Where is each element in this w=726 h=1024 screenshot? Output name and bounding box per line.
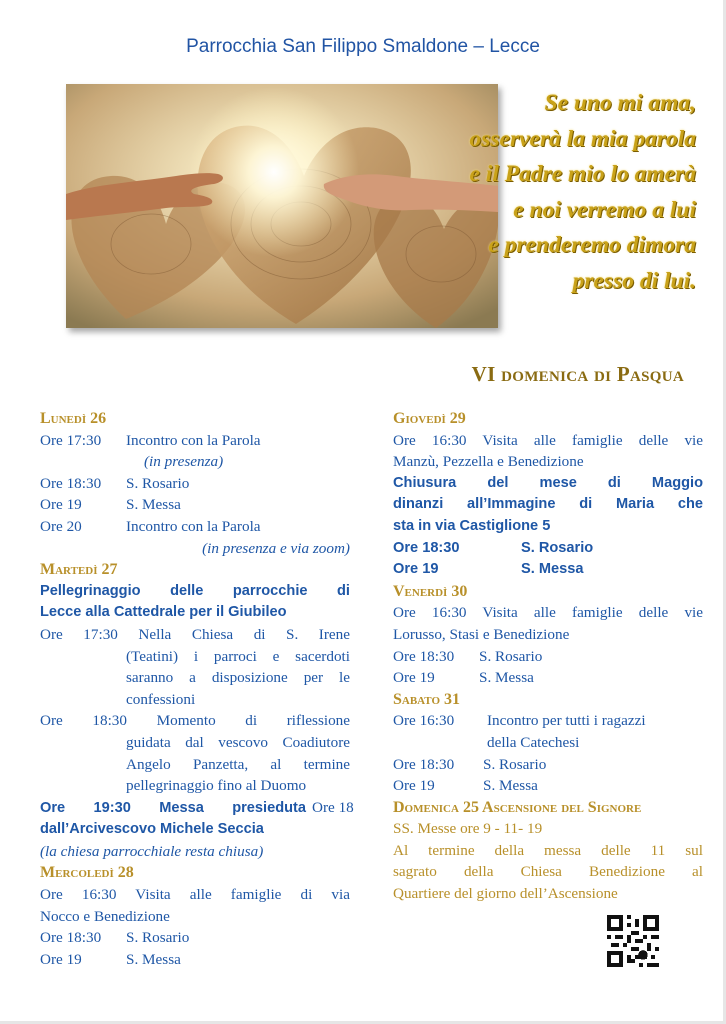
event-headline: dall’Arcivescovo Michele Seccia bbox=[40, 821, 264, 838]
schedule-text: saranno a disposizione per le bbox=[126, 669, 350, 687]
event-headline: Lecce alla Cattedrale per il Giubileo bbox=[40, 604, 287, 621]
quote-line: e noi verremo a lui bbox=[513, 196, 696, 223]
event-headline: Chiusura del mese di Maggio bbox=[393, 474, 703, 491]
schedule-row: Ore 17:30 Nella Chiesa di S. Irene bbox=[40, 625, 350, 643]
qr-code-icon bbox=[607, 915, 659, 967]
event-headline: dinanzi all’Immagine di Maria che bbox=[393, 496, 703, 513]
quote-line: osserverà la mia parola bbox=[469, 125, 696, 152]
sunday-note: Quartiere del giorno dell’Ascensione bbox=[393, 885, 618, 903]
day-heading-saturday: Sabato 31 bbox=[393, 690, 461, 708]
day-heading-monday: Lunedì 26 bbox=[40, 410, 107, 427]
sunday-note: Al termine della messa delle 11 sul bbox=[393, 841, 703, 859]
schedule-row: Ore 19:30 Messa presieduta Ore 18 bbox=[40, 797, 350, 820]
quote-line: e prenderemo dimora bbox=[488, 232, 696, 258]
schedule-row: Ore 16:30 Visita alle famiglie di via bbox=[40, 886, 350, 904]
quote-line: e il Padre mio lo amerà bbox=[469, 161, 696, 187]
event-headline: Pellegrinaggio delle parrocchie di bbox=[40, 582, 350, 599]
schedule-row: Ore 19 S. Messa bbox=[393, 777, 538, 795]
schedule-row: Ore 19 S. Messa bbox=[40, 496, 181, 514]
quote-line: Se uno mi ama, bbox=[544, 90, 696, 116]
schedule-text: confessioni bbox=[126, 690, 196, 708]
day-heading-wednesday: Mercoledì 28 bbox=[40, 864, 134, 882]
schedule-text: Manzù, Pezzella e Benedizione bbox=[393, 453, 584, 471]
schedule-row: Ore 18:30 S. Rosario bbox=[393, 539, 594, 556]
schedule-row: Ore 16:30 Visita alle famiglie delle vie bbox=[393, 604, 703, 622]
day-heading-tuesday: Martedì 27 bbox=[40, 561, 118, 579]
schedule-row: Ore 16:30 Visita alle famiglie delle vie bbox=[393, 431, 703, 449]
hearts-hands-illustration bbox=[66, 84, 498, 328]
schedule-note: (in presenza) bbox=[144, 453, 224, 471]
scripture-quote bbox=[469, 86, 696, 299]
schedule-row: Ore 20 Incontro con la Parola bbox=[40, 517, 261, 535]
schedule-row: Ore 18:30 Momento di riflessione bbox=[40, 712, 350, 730]
overlapping-text: Ore 18 bbox=[312, 798, 354, 816]
schedule-row: Ore 18:30 S. Rosario bbox=[40, 474, 190, 492]
schedule-row: Ore 19 S. Messa bbox=[40, 950, 181, 968]
hero-image bbox=[66, 84, 498, 328]
schedule-text: della Catechesi bbox=[487, 733, 580, 751]
schedule-note: (in presenza e via zoom) bbox=[202, 539, 350, 557]
schedule-row: Ore 18:30 S. Rosario bbox=[40, 929, 190, 947]
schedule-row: Ore 19 S. Messa bbox=[393, 561, 584, 578]
schedule-row: Ore 17:30 Incontro con la Parola bbox=[40, 431, 261, 449]
day-heading-sunday: Domenica 25 Ascensione del Signore bbox=[393, 798, 642, 816]
schedule-row: Ore 18:30 S. Rosario bbox=[393, 647, 543, 665]
qr-code[interactable] bbox=[607, 915, 659, 967]
sunday-masses: SS. Messe ore 9 - 11- 19 bbox=[393, 820, 543, 838]
schedule-row: Ore 18:30 S. Rosario bbox=[393, 755, 547, 773]
quote-line: presso di lui. bbox=[572, 267, 696, 294]
event-headline: sta in via Castiglione 5 bbox=[393, 517, 551, 534]
schedule-text: pellegrinaggio fino al Duomo bbox=[126, 777, 307, 795]
schedule-text: (Teatini) i parroci e sacerdoti bbox=[126, 647, 350, 665]
day-heading-friday: Venerdì 30 bbox=[393, 582, 468, 600]
schedule-note: (la chiesa parrocchiale resta chiusa) bbox=[40, 842, 264, 860]
schedule-text: Angelo Panzetta, al termine bbox=[126, 755, 350, 773]
day-heading-thursday: Giovedì 29 bbox=[393, 410, 466, 427]
sunday-title: VI domenica di Pasqua bbox=[471, 362, 684, 386]
right-column bbox=[393, 408, 703, 905]
schedule-row: Ore 19 S. Messa bbox=[393, 669, 534, 687]
schedule-text: guidata dal vescovo Coadiutore bbox=[126, 733, 350, 751]
left-column bbox=[40, 408, 354, 970]
page-title: Parrocchia San Filippo Smaldone – Lecce bbox=[186, 36, 540, 57]
schedule-row: Ore 16:30 Incontro per tutti i ragazzi bbox=[393, 712, 646, 730]
schedule-text: Lorusso, Stasi e Benedizione bbox=[393, 625, 570, 643]
schedule-text: Nocco e Benedizione bbox=[40, 907, 170, 925]
sunday-note: sagrato della Chiesa Benedizione al bbox=[393, 863, 703, 881]
